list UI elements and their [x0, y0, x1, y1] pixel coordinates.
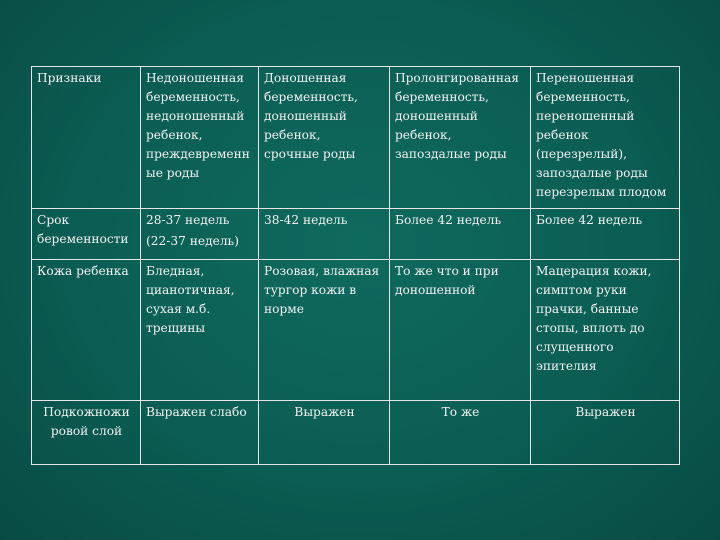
comparison-table [31, 66, 680, 465]
row-term-preterm-sub: (22-37 недель) [146, 234, 239, 248]
row-fat-term [259, 401, 390, 465]
row-skin-term [259, 260, 390, 401]
table-row-skin [32, 260, 680, 401]
row-skin-prolonged [390, 260, 531, 401]
row-skin-postterm-text: Мацерация кожи, симптом руки прачки, банные стопы, вплоть до слущенного эпителия [536, 264, 652, 373]
table-row-term [32, 209, 680, 260]
row-fat-preterm-text: Выражен слабо [146, 405, 247, 419]
row-fat-preterm [141, 401, 259, 465]
row-fat-term-text: Выражен [294, 405, 355, 419]
row-term-label-text: Срок беременности [37, 213, 129, 246]
row-fat-label [32, 401, 141, 465]
header-cell-preterm [141, 67, 259, 209]
row-term-prolonged [390, 209, 531, 260]
row-fat-postterm [531, 401, 680, 465]
table-row-fat [32, 401, 680, 465]
row-fat-label-text: Подкожножи ровой слой [43, 405, 130, 438]
row-skin-label-text: Кожа ребенка [37, 264, 129, 278]
row-term-term [259, 209, 390, 260]
row-term-term-text: 38-42 недель [264, 213, 348, 227]
header-preterm-text: Недоношенная беременность, недоношенный ребенок, преждевременн ые роды [146, 71, 250, 180]
row-term-postterm-text: Более 42 недель [536, 213, 643, 227]
row-term-postterm [531, 209, 680, 260]
table-row-header [32, 67, 680, 209]
header-signs-text: Признаки [37, 71, 102, 85]
row-skin-prolonged-text: То же что и при доношенной [395, 264, 499, 297]
row-term-preterm [141, 209, 259, 260]
row-fat-prolonged-text: То же [441, 405, 480, 419]
row-skin-preterm [141, 260, 259, 401]
row-fat-prolonged [390, 401, 531, 465]
row-term-preterm-main: 28-37 недель [146, 213, 230, 227]
header-cell-prolonged [390, 67, 531, 209]
row-term-label [32, 209, 141, 260]
header-cell-term [259, 67, 390, 209]
header-prolonged-text: Пролонгированная беременность, доношенный ребенок, запоздалые роды [395, 71, 519, 161]
row-skin-label [32, 260, 141, 401]
row-skin-postterm [531, 260, 680, 401]
header-term-text: Доношенная беременность, доношенный ребенок, срочные роды [264, 71, 358, 161]
header-cell-signs [32, 67, 141, 209]
row-term-prolonged-text: Более 42 недель [395, 213, 502, 227]
row-skin-preterm-text: Бледная, цианотичная, сухая м.б. трещины [146, 264, 235, 335]
header-postterm-text: Переношенная беременность, переношенный ребенок (перезрелый), запоздалые роды перезрелым плодом [536, 71, 667, 199]
header-cell-postterm [531, 67, 680, 209]
row-fat-postterm-text: Выражен [575, 405, 636, 419]
row-skin-term-text: Розовая, влажная тургор кожи в норме [264, 264, 380, 316]
